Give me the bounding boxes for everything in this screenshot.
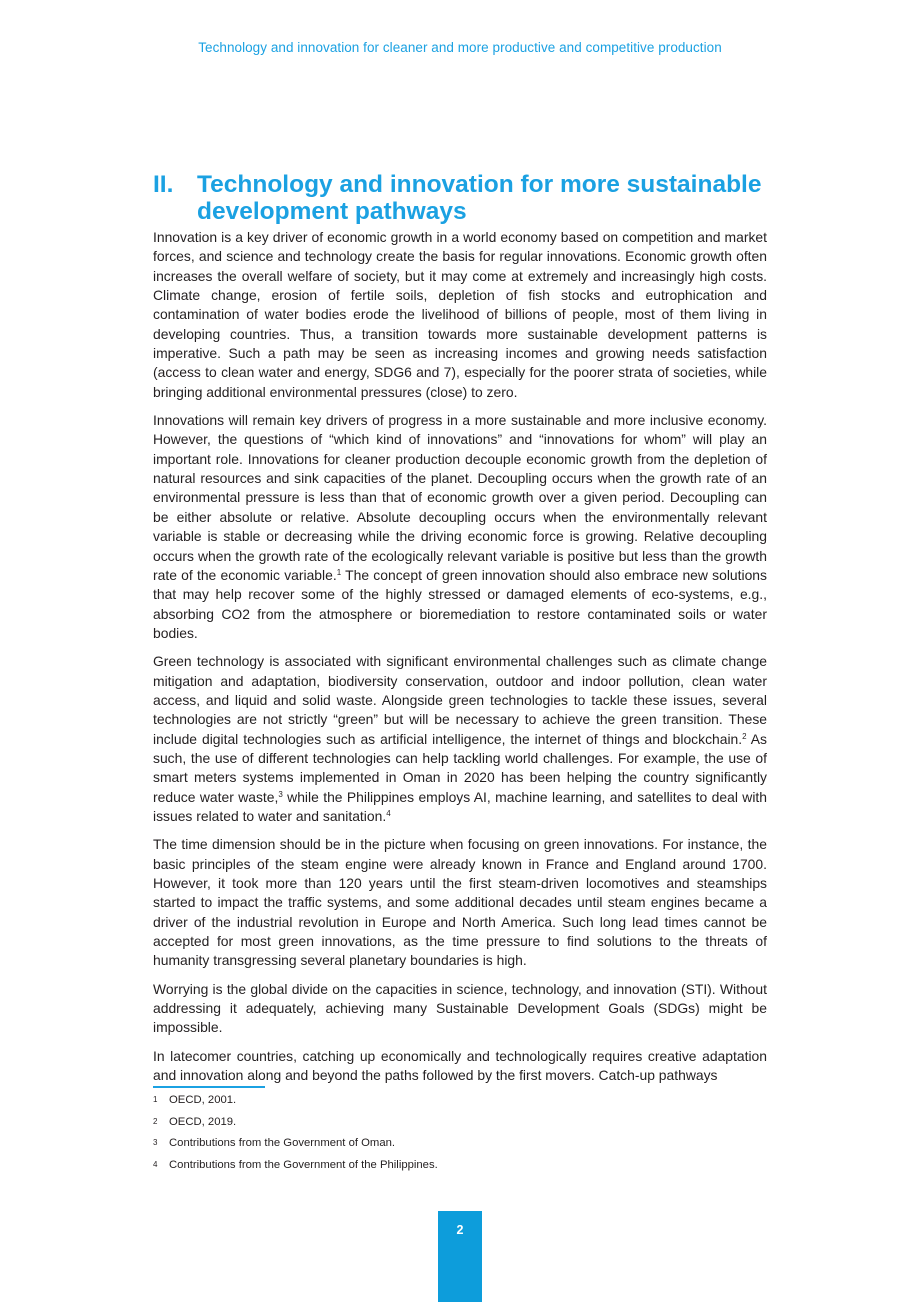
- footnote-ref-4[interactable]: 4: [386, 808, 391, 818]
- paragraph-3-text-c: while the Philippines employs AI, machine learning, and satellites to deal with issues related to water and sanitation.: [153, 788, 767, 824]
- paragraph-2-text-a: Innovations will remain key drivers of progress in a more sustainable and more inclusive economy. However, the questions of “which kind of innovations” and “innovations for whom” will play an important role. Innovations for cleaner production decouple economic growth from the depletion of natural resources and sink capacities of the planet. Decoupling occurs when the growth rate of an environmental pressure is less than that of economic growth over a given period. Decoupling can be either absolute or relative. Absolute decoupling occurs when the environmentally relevant variable is stable or decreasing while the driving economic force is growing. Relative decoupling occurs when the growth rate of the ecologically relevant variable is positive but less than the growth rate of the economic variable.: [153, 412, 767, 583]
- footnote: [153, 1116, 767, 1138]
- section-number: II.: [153, 171, 174, 198]
- paragraph-4: The time dimension should be in the picture when focusing on green innovations. For instance, the basic principles of the steam engine were already known in France and England around 1700. However, it took more than 120 years until the first steam-driven locomotives and steamships started to impact the traffic systems, and some additional decades until steam engines became a driver of the industrial revolution in Europe and North America. Such long lead times cannot be accepted for most green innovations, as the time pressure to find solutions to the threats of humanity transgressing several planetary boundaries is high.: [153, 836, 767, 969]
- footnote-text: Contributions from the Government of the Philippines.: [169, 1158, 438, 1171]
- footnotes: [153, 1094, 767, 1180]
- footnote-number: 2: [153, 1116, 158, 1126]
- paragraph-2: [153, 411, 767, 643]
- paragraph-3-text-b: As such, the use of different technologies can help tackling world challenges. For example, the use of smart meters systems implemented in Oman in 2020 has been helping the country significantly reduce water waste,: [153, 730, 767, 805]
- page-number: 2: [456, 1223, 464, 1237]
- body-text: [153, 228, 767, 1094]
- paragraph-3: [153, 652, 767, 826]
- paragraph-5: Worrying is the global divide on the capacities in science, technology, and innovation (STI). Without addressing it adequately, achieving many Sustainable Development Goals (SDGs) might be impossible.: [153, 980, 767, 1036]
- paragraph-2-text-b: The concept of green innovation should also embrace new solutions that may help recover some of the highly stressed or damaged elements of eco-systems, e.g., absorbing CO2 from the atmosphere or bioremediation to restore contaminated soils or water bodies.: [153, 566, 767, 641]
- footnote: [153, 1137, 767, 1159]
- footnote-text: OECD, 2019.: [169, 1115, 237, 1128]
- paragraph-6: In latecomer countries, catching up economically and technologically requires creative adaptation and innovation along and beyond the paths followed by the first movers. Catch-up pathways: [153, 1047, 767, 1084]
- paragraph-1: Innovation is a key driver of economic growth in a world economy based on competition and market forces, and science and technology create the basis for regular innovations. Economic growth often increases the overall welfare of society, but it may come at extremely and increasingly high costs. Climate change, erosion of fertile soils, depletion of fish stocks and eutrophication and contamination of water bodies erode the livelihood of billions of people, most of them living in developing countries. Thus, a transition towards more sustainable development patterns is imperative. Such a path may be seen as increasing incomes and growing needs satisfaction (access to clean water and energy, SDG6 and 7), especially for the poorer strata of societies, while bringing additional environmental pressures (close) to zero.: [153, 229, 767, 400]
- footnote-text: Contributions from the Government of Oman.: [169, 1137, 396, 1149]
- footnote-ref-1[interactable]: 1: [336, 567, 342, 577]
- footnote: [153, 1159, 767, 1181]
- page-number-tab: [438, 1211, 482, 1302]
- footnote-number: 4: [153, 1159, 158, 1169]
- paragraph-3-text-a: Green technology is associated with significant environmental challenges such as climate change mitigation and adaptation, biodiversity conservation, outdoor and indoor pollution, clean water access, and liquid and solid waste. Alongside green technologies to tackle these issues, several technologies are not strictly “green” but will be necessary to achieve the green transition. These include digital technologies such as artificial intelligence, the internet of things and blockchain.: [153, 653, 767, 747]
- footnote-ref-2[interactable]: 2: [742, 731, 747, 741]
- footnote-ref-3[interactable]: 3: [278, 789, 283, 799]
- running-header: Technology and innovation for cleaner and more productive and competitive production: [198, 40, 722, 55]
- footnote-number: 3: [153, 1138, 158, 1147]
- footnote-divider: [153, 1086, 265, 1088]
- section-title: Technology and innovation for more sustainable development pathways: [197, 171, 762, 225]
- footnote: [153, 1094, 767, 1116]
- footnote-text: OECD, 2001.: [169, 1094, 237, 1106]
- footnote-number: 1: [153, 1095, 158, 1104]
- section-heading: [153, 171, 793, 225]
